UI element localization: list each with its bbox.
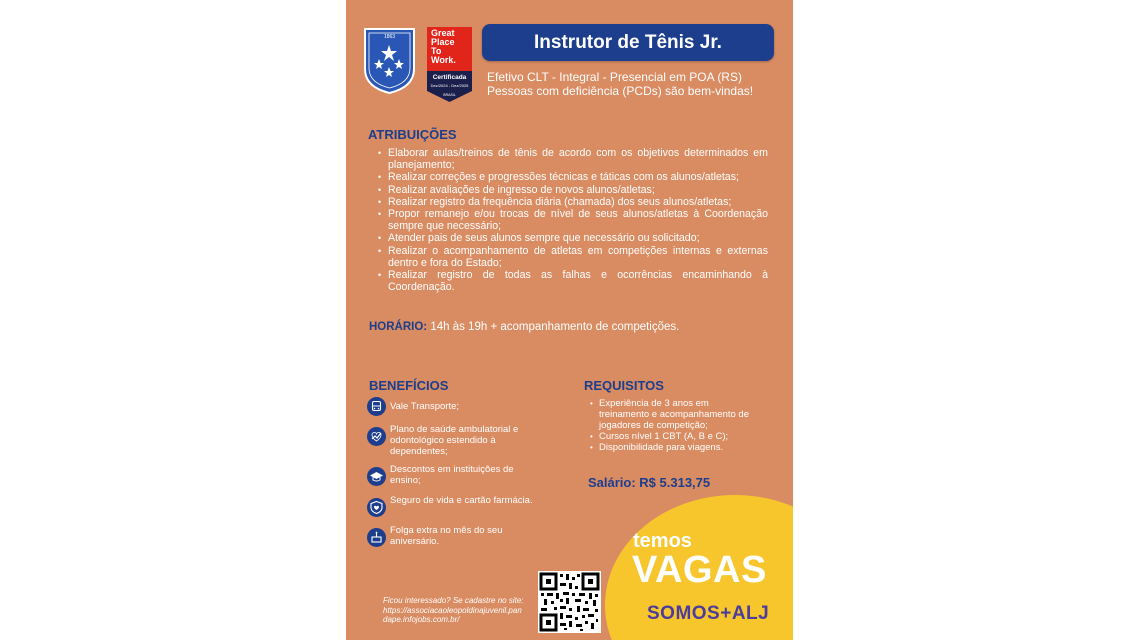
vagas-text: VAGAS xyxy=(632,549,767,591)
horario-label: HORÁRIO: xyxy=(369,321,428,333)
job-subtitle-2: Pessoas com deficiência (PCDs) são bem-vindas! xyxy=(487,84,754,98)
horario-line xyxy=(369,321,679,333)
list-item: • Experiência de 3 anos em treinamento e acompanhamento de jogadores de competição; xyxy=(589,398,757,431)
gptw-dates: Dez/2024 - Dez/2025 xyxy=(430,83,469,88)
somos-alj-logo: SOMOS+ALJ xyxy=(647,603,770,624)
list-item: • Realizar o acompanhamento de atletas em competições internas e externas dentro e fora do Estado; xyxy=(377,245,768,269)
gptw-line-4: Work. xyxy=(431,55,456,65)
gptw-line-3: To xyxy=(431,46,442,56)
job-poster xyxy=(346,0,793,640)
list-item: • Realizar registro da frequência diária (chamada) dos seus alunos/atletas; xyxy=(377,196,768,208)
beneficios-heading: BENEFÍCIOS xyxy=(369,378,449,393)
list-item: • Realizar registro de todas as falhas e ocorrências encaminhando à Coordenação. xyxy=(377,269,768,293)
job-title: Instrutor de Tênis Jr. xyxy=(534,32,722,53)
beneficio-text: Vale Transporte; xyxy=(390,401,460,412)
gptw-country: BRASIL xyxy=(443,93,456,97)
great-place-to-work-badge xyxy=(427,27,472,102)
svg-text:1863: 1863 xyxy=(383,34,396,40)
requisitos-list xyxy=(589,398,757,453)
horario-value: 14h às 19h + acompanhamento de competições. xyxy=(427,321,680,333)
shield-heart-icon xyxy=(367,498,386,517)
job-title-banner xyxy=(482,24,774,61)
beneficio-text: Folga extra no mês do seu aniversário. xyxy=(390,525,503,547)
alj-logo xyxy=(363,27,416,95)
job-subtitle-1: Efetivo CLT - Integral - Presencial em POA (RS) xyxy=(487,70,742,84)
atribuicoes-list xyxy=(377,147,768,293)
list-item: • Disponibilidade para viagens. xyxy=(589,442,757,453)
graduation-cap-icon xyxy=(367,467,386,486)
list-item: • Atender pais de seus alunos sempre que necessário ou solicitado; xyxy=(377,232,768,244)
bus-icon xyxy=(367,397,386,416)
list-item: • Cursos nível 1 CBT (A, B e C); xyxy=(589,431,757,442)
list-item: • Elaborar aulas/treinos de tênis de acordo com os objetivos determinados em planejamento; xyxy=(377,147,768,171)
gptw-line-2: Place xyxy=(431,37,455,47)
beneficio-text: Plano de saúde ambulatorial e odontológico estendido à dependentes; xyxy=(390,424,519,457)
gptw-certified: Certificada xyxy=(429,73,470,82)
atribuicoes-heading: ATRIBUIÇÕES xyxy=(368,127,457,142)
list-item: • Propor remanejo e/ou trocas de nível de seus alunos/atletas à Coordenação sempre que necessário; xyxy=(377,208,768,232)
temos-text: temos xyxy=(633,530,692,552)
list-item: • Realizar correções e progressões técnicas e táticas com os alunos/atletas; xyxy=(377,171,768,183)
qr-code[interactable] xyxy=(538,571,601,633)
salario: Salário: R$ 5.313,75 xyxy=(588,475,711,490)
health-icon xyxy=(367,427,386,446)
beneficio-text: Descontos em instituições de ensino; xyxy=(390,464,514,486)
requisitos-heading: REQUISITOS xyxy=(584,378,664,393)
footer-signup-text: Ficou interessado? Se cadastre no site: https://associacaoleopoldinajuvenil.pandape.infojobs.com.br/ xyxy=(383,596,524,624)
cake-icon xyxy=(367,528,386,547)
beneficio-text: Seguro de vida e cartão farmácia. xyxy=(390,495,533,506)
gptw-line-1: Great xyxy=(431,28,455,38)
list-item: • Realizar avaliações de ingresso de novos alunos/atletas; xyxy=(377,184,768,196)
